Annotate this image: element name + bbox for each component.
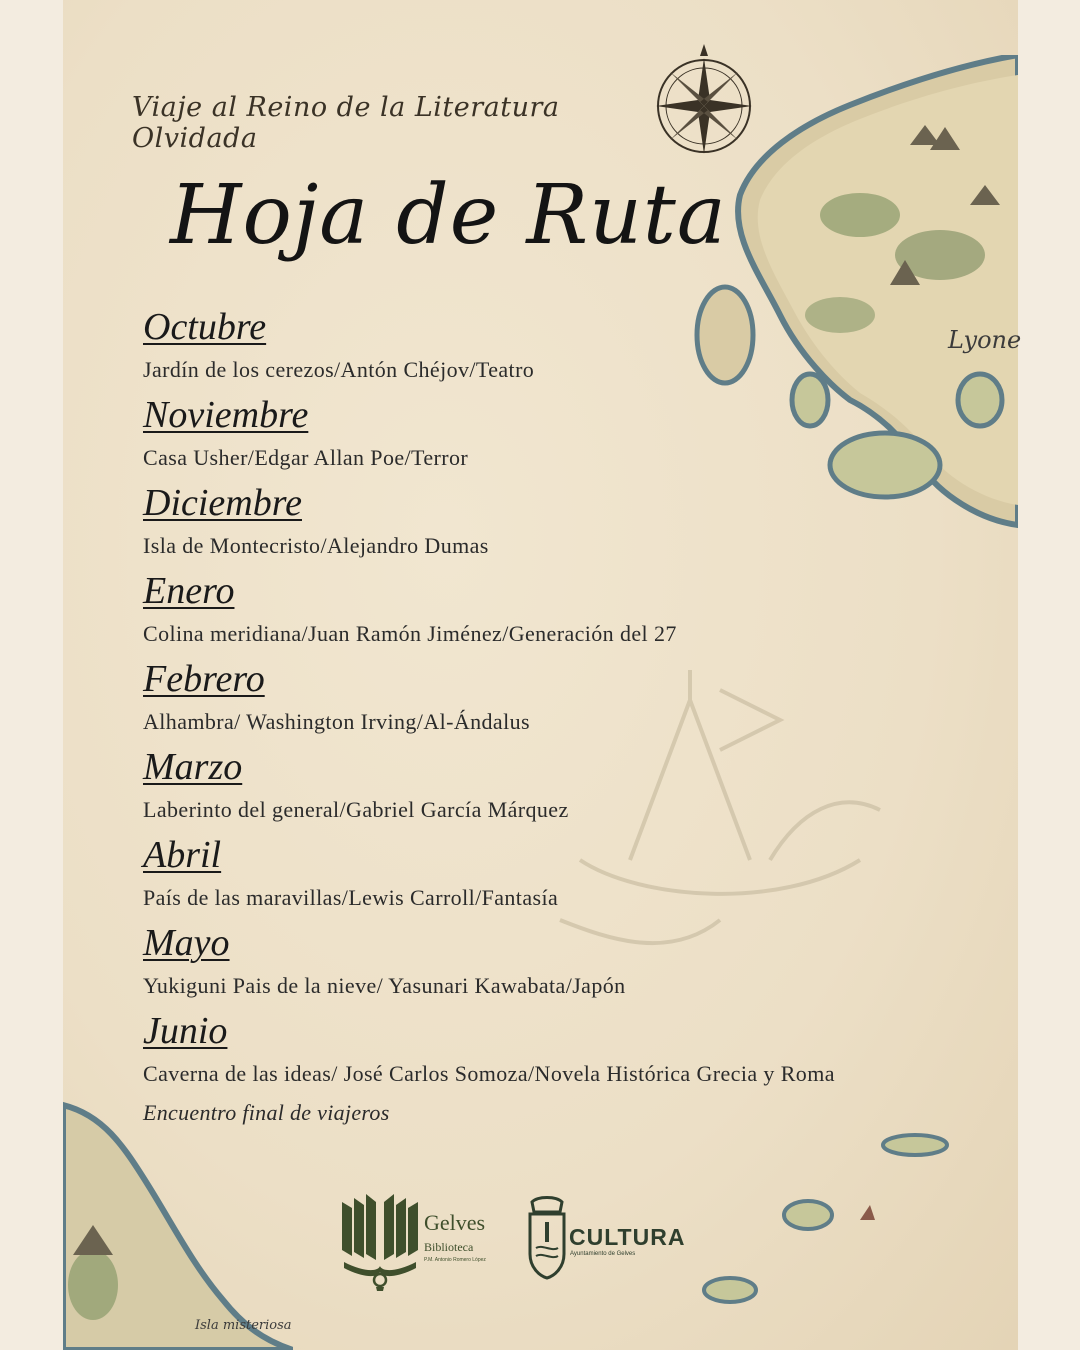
library-label: Biblioteca xyxy=(424,1240,474,1254)
event-subtitle: Viaje al Reino de la Literatura Olvidada xyxy=(132,92,560,154)
right-margin xyxy=(1018,0,1080,1350)
schedule-item xyxy=(143,656,1003,736)
month-label: Mayo xyxy=(143,922,230,964)
schedule-item xyxy=(143,304,1003,384)
book-entry: Jardín de los cerezos/Antón Chéjov/Teatro xyxy=(143,357,535,382)
schedule-item xyxy=(143,392,1003,472)
library-name: Gelves xyxy=(424,1210,486,1235)
month-label: Diciembre xyxy=(143,482,302,524)
month-label: Octubre xyxy=(143,306,267,348)
book-entry: País de las maravillas/Lewis Carroll/Fantasía xyxy=(143,885,559,910)
book-entry: Alhambra/ Washington Irving/Al-Ándalus xyxy=(143,709,530,734)
final-event-note: Encuentro final de viajeros xyxy=(143,1100,390,1125)
book-entry: Laberinto del general/Gabriel García Márquez xyxy=(143,797,569,822)
culture-department-subtitle: Ayuntamiento de Gelves xyxy=(570,1251,636,1257)
culture-department-name: CULTURA xyxy=(569,1224,686,1250)
schedule-list xyxy=(143,304,1003,1096)
book-entry: Isla de Montecristo/Alejandro Dumas xyxy=(143,533,489,558)
compass-rose-icon xyxy=(650,44,762,164)
left-margin xyxy=(0,0,63,1350)
book-entry: Colina meridiana/Juan Ramón Jiménez/Generación del 27 xyxy=(143,621,677,646)
schedule-item xyxy=(143,568,1003,648)
month-label: Junio xyxy=(143,1010,228,1052)
month-label: Noviembre xyxy=(143,394,309,436)
month-label: Abril xyxy=(143,834,222,876)
map-islands-bottom-right xyxy=(690,1125,970,1315)
book-entry: Yukiguni Pais de la nieve/ Yasunari Kawabata/Japón xyxy=(143,973,626,998)
schedule-item xyxy=(143,480,1003,560)
library-book-logo-icon xyxy=(338,1192,498,1292)
month-label: Enero xyxy=(143,570,235,612)
month-label: Febrero xyxy=(143,658,265,700)
schedule-item xyxy=(143,1008,1003,1088)
map-label-isla-misteriosa: Isla misteriosa xyxy=(195,1318,292,1333)
book-entry: Casa Usher/Edgar Allan Poe/Terror xyxy=(143,445,469,470)
book-entry: Caverna de las ideas/ José Carlos Somoza/Novela Histórica Grecia y Roma xyxy=(143,1061,835,1086)
library-tagline: P.M. Antonio Romero López xyxy=(424,1257,486,1263)
schedule-item xyxy=(143,744,1003,824)
map-label-lyone: Lyone xyxy=(948,326,1022,354)
page-title: Hoja de Ruta xyxy=(170,168,727,263)
schedule-item xyxy=(143,920,1003,1000)
schedule-item xyxy=(143,832,1003,912)
month-label: Marzo xyxy=(143,746,243,788)
